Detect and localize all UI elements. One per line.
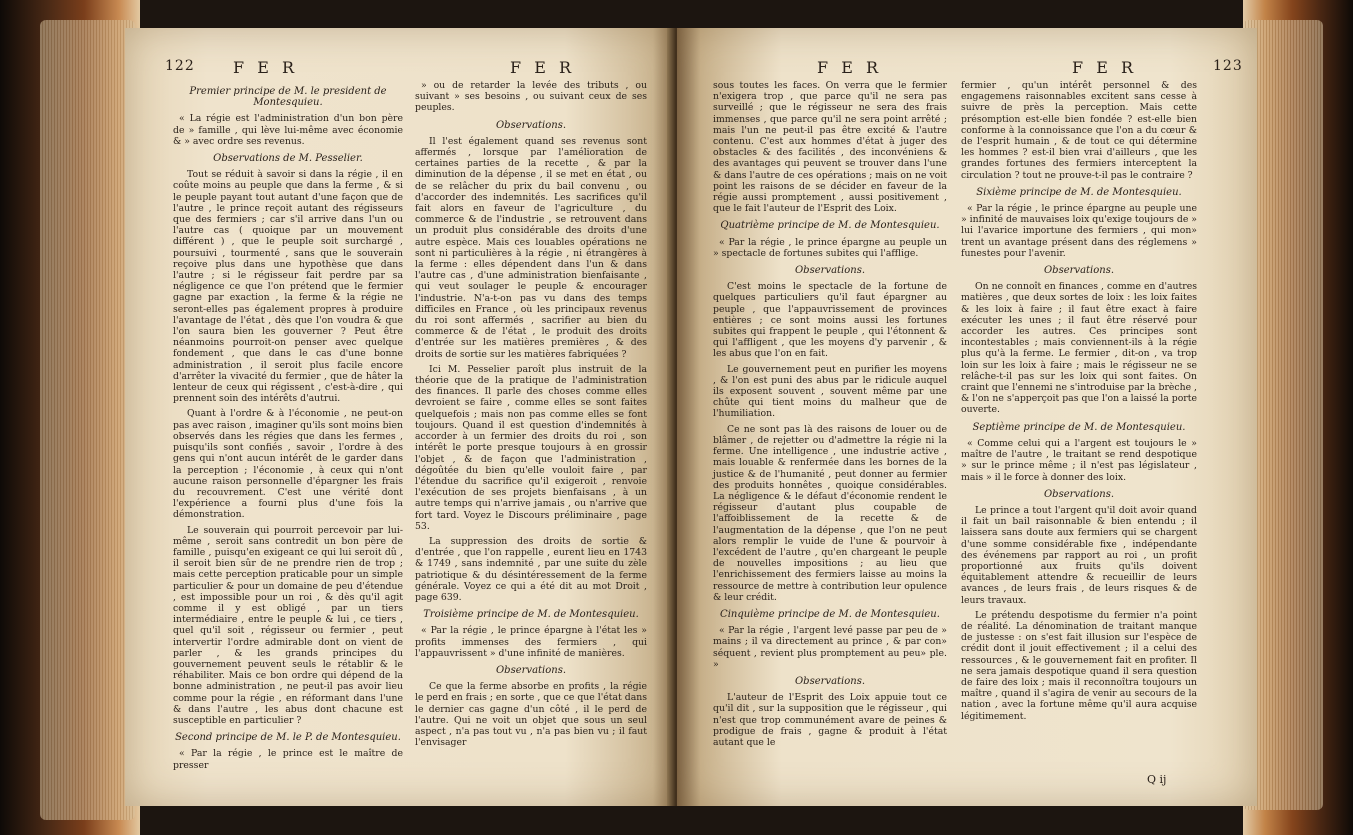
text-paragraph: On ne connoît en finances , comme en d'autres matières , que deux sortes de loix : les loix faites & les loix à faire ; il faut être exact à faire exécuter les unes ; il faut être réservé pour accorder les autres. Ces principes sont incontestables ; mais conviennent-ils à la régie plus qu'à la ferme. Le fermier , dit-on , va trop loin sur les loix à faire ; mais le régisseur ne se relâche-t-il pas sur les loix qui sont faites. On craint que l'ennemi ne s'introduise par la brèche , & l'on ne s'apperçoit pas que l'on a laissé la porte ouverte. (961, 281, 1198, 416)
right-running-head-a: F E R (817, 58, 882, 77)
text-paragraph: sous toutes les faces. On verra que le fermier n'exigera trop , que parce qu'il ne sera pas surveillé ; que le régisseur ne sera des frais immenses , que parce qu'il ne sera point arrêté ; mais l'un ne peut-il pas être excité & l'autre contenu. C'est aux hommes d'état à juger des obstacles & des facilités , des inconvéniens & des avantages qui peuvent se trouver dans l'une & dans l'autre de ces opérations ; mais on ne voit point les raisons de se décider en faveur de la régie aussi promptement , aussi positivement , que le fait l'auteur de l'Esprit des Loix. (713, 80, 947, 215)
section-heading: Quatrième principe de M. de Montesquieu. (720, 220, 940, 232)
section-heading: Sixième principe de M. de Montesquieu. (976, 186, 1182, 198)
text-paragraph: « Par la régie , l'argent levé passe par peu de » mains ; il va directement au prince , & par con» séquent , revient plus promptement au peu» ple. » (713, 625, 947, 670)
text-paragraph: L'auteur de l'Esprit des Loix appuie tout ce qu'il dit , sur la supposition que le régisseur , qui n'est que trop communément avare de peines & prodigue de frais , gagne & produit à l'état autant que le (713, 692, 947, 748)
text-paragraph: Tout se réduit à savoir si dans la régie , il en coûte moins au peuple que dans la ferme , & si le peuple payant tout autant d'une façon que de l'autre , le prince reçoit autant des régisseurs que des fermiers ; car s'il arrive dans l'un ou l'autre cas ( quoique par un mouvement différent ) , que le peuple soit surchargé , poursuivi , tourmenté , sans que le souverain reçoive plus dans une hypothèse que dans l'autre ; si le régisseur fait perdre par sa négligence ce que l'on prétend que le fermier gagne par exaction , la ferme & la régie ne seront-elles pas également propres à produire l'avantage de l'état , dès que l'on voudra & que l'on saura bien les gouverner ? Peut être néanmoins pourroit-on penser avec quelque fondement , que dans le cas d'une bonne administration , il seroit plus facile encore d'arrêter la vivacité du fermier , que de hâter la lenteur de ceux qui régissent , c'est-à-dire , qui prennent soin des intérêts d'autrui. (173, 169, 403, 405)
text-paragraph: Quant à l'ordre & à l'économie , ne peut-on pas avec raison , imaginer qu'ils sont moins bien observés dans les régies que dans les fermes , puisqu'ils sont confiés , savoir , l'ordre à des gens qui n'ont aucun intérêt de le garder dans la perception ; l'économie , à ceux qui n'ont aucune raison personnelle d'épargner les frais du recouvrement. C'est une vérité dont l'expérience a fourni plus d'une fois la démonstration. (173, 408, 403, 521)
text-paragraph: « La régie est l'administration d'un bon père de » famille , qui lève lui-même avec économie & » avec ordre ses revenus. (173, 113, 403, 147)
left-running-head-a: F E R (233, 58, 298, 77)
section-heading: Second principe de M. le P. de Montesquieu. (175, 732, 401, 744)
text-paragraph: « Par la régie , le prince épargne au peuple un » spectacle de fortunes subites qui l'afflige. (713, 236, 947, 259)
right-page (677, 28, 1257, 806)
right-column-1 (713, 80, 947, 752)
text-paragraph: Il l'est également quand ses revenus sont affermés , lorsque par l'amélioration de certaines parties de la recette , & par la diminution de la dépense , il se met en état , ou de se relâcher du prix du bail convenu , ou d'accorder des indemnités. Les sacrifices qu'il fait alors en faveur de l'agriculture , du commerce & de l'industrie , se retrouvent dans un produit plus considérable des droits d'une autre espèce. Mais ces louables opérations ne sont ni particulières à la régie , ni étrangères à la ferme : elles dépendent dans l'un & dans l'autre cas , d'une administration bienfaisante , qui veut soulager le peuple & encourager l'industrie. N'a-t-on pas vu dans des temps difficiles en France , où les principaux revenus du roi sont affermés , sacrifier au bien du commerce & de l'état , le produit des droits d'entrée sur les matières premières , & des droits de sortie sur les matières fabriquées ? (415, 135, 647, 360)
section-heading: Observations. (794, 675, 866, 687)
section-heading: Observations de M. Pesselier. (213, 153, 363, 165)
text-paragraph: Le souverain qui pourroit percevoir par lui-même , seroit sans contredit un bon père de famille , puisqu'en exigeant ce qui lui seroit dû , il seroit bien sûr de ne prendre rien de trop ; mais cette perception praticable pour un simple particulier & pour un domaine de peu d'étendue , est impossible pour un roi , & dès qu'il agit comme il y est obligé , par un tiers intermédiaire , entre le peuple & lui , ce tiers , quel qu'il soit , régisseur ou fermier , peut intervertir l'ordre admirable dont on vient de parler , & les grands principes du gouvernement peuvent seuls le rétablir & le réhabiliter. Mais ce bon ordre qui dépend de la bonne administration , ne peut-il pas avoir lieu comme pour la régie , en réformant dans l'une & dans l'autre , les abus dont chacune est susceptible en particulier ? (173, 524, 403, 726)
right-column-2 (961, 80, 1197, 726)
left-running-head-b: F E R (510, 58, 575, 77)
section-heading: Premier principe de M. le president de Montesquieu. (189, 86, 387, 109)
section-heading: Septième principe de M. de Montesquieu. (972, 421, 1186, 433)
right-running-head-b: F E R (1072, 58, 1137, 77)
text-paragraph: fermier , qu'un intérêt personnel & des engagemens raisonnables excitent sans cesse à suivre de près la perception. Mais cette présomption est-elle bien fondée ? est-elle bien conforme à la connoissance que l'on a du cœur & de l'esprit humain , & de tout ce qui détermine les hommes ? est-il bien vrai d'ailleurs , que les grandes fortunes des fermiers interceptent la circulation ? tout ne prouve-t-il pas le contraire ? (961, 80, 1197, 181)
text-paragraph: « Par la régie , le prince épargne à l'état les » profits immenses des fermiers , qui l'appauvrissent » d'une infinité de manières. (415, 625, 647, 659)
signature-mark: Q ij (1147, 773, 1167, 786)
text-paragraph: Le prétendu despotisme du fermier n'a point de réalité. La dénomination de traitant manque de justesse : on s'est fait illusion sur l'espèce de crédit dont il jouit effectivement ; il a celui des ressources , & le gouvernement fait en profiter. Il ne sera jamais despotique quand il sera question de faire des loix ; mais il reconnoîtra toujours un maître , quand il s'agira de venir au secours de la nation , avec la fortune même qu'il aura acquise légitimement. (961, 609, 1197, 722)
text-paragraph: « Par la régie , le prince épargne au peuple une » infinité de mauvaises loix qu'exige toujours de » lui l'avarice importune des fermiers , qui mon» trent un avantage présent dans des réglemens » funestes pour l'avenir. (961, 203, 1197, 259)
right-page-number: 123 (1213, 58, 1243, 74)
section-heading: Troisième principe de M. de Montesquieu. (423, 609, 639, 621)
text-paragraph: « Par la régie , le prince est le maître de presser (173, 748, 403, 771)
left-column-2 (415, 80, 647, 752)
text-paragraph: Le gouvernement peut en purifier les moyens , & l'on est puni des abus par le ridicule auquel ils exposent souvent , souvent même par une chûte qui tient moins du malheur que de l'humiliation. (713, 363, 947, 420)
text-paragraph: Ce ne sont pas là des raisons de louer ou de blâmer , de rejetter ou d'admettre la régie ni la ferme. Une intelligence , une industrie active , mais louable & renfermée dans les bornes de la justice & de l'humanité , peut donner au fermier des produits honnêtes , quoique considérables. La négligence & le défaut d'économie rendent le régisseur d'autant plus coupable de l'affoiblissement de la recette & de l'augmentation de la dépense , que l'on ne peut alors remplir le vuide de l'une & pourvoir à l'excédent de l'autre , qu'en chargeant le peuple de nouvelles impositions ; au lieu que l'enrichissement des fermiers laisse au moins la ressource de mettre à contribution leur opulence & leur crédit. (713, 423, 947, 603)
left-page (125, 28, 675, 806)
text-paragraph: Ce que la ferme absorbe en profits , la régie le perd en frais ; en sorte , que ce que l'état dans le dernier cas gagne d'un côté , il le perd de l'autre. Qui ne voit un objet que sous un seul aspect , n'a pas tout vu , n'a pas bien vu ; il faut l'envisager (415, 681, 647, 749)
section-heading: Observations. (495, 664, 567, 676)
text-paragraph: « Comme celui qui a l'argent est toujours le » maître de l'autre , le traitant se rend despotique » sur le prince même ; il n'est pas législateur , mais » il le force à donner des loix. (961, 437, 1197, 483)
text-paragraph: Ici M. Pesselier paroît plus instruit de la théorie que de la pratique de l'administration des finances. Il parle des choses comme elles devroient se faire , comme elles se sont faites quelquefois ; mais non pas comme elles se font toujours. Quand il est question d'indemnités à accorder à un fermier des droits du roi , son intérêt le porte presque toujours à en grossir l'objet , & de façon que l'administration , dégoûtée du bien qu'elle vouloit faire , par l'étendue du sacrifice qu'il exigeroit , renvoie l'exécution de ses projets bienfaisans , à un autre temps qui n'arrive jamais , ou n'arrive que fort tard. Voyez le Discours préliminaire , page 53. (415, 363, 647, 532)
section-heading: Observations. (495, 119, 567, 131)
section-heading: Observations. (1043, 488, 1115, 500)
section-heading: Observations. (1043, 265, 1115, 277)
text-paragraph: C'est moins le spectacle de la fortune de quelques particuliers qu'il faut épargner au peuple , que l'appauvrissement de provinces entières ; ce sont moins aussi les fortunes subites qui frappent le peuple , qui l'étonnent & qui l'affligent , que les moyens d'y parvenir , & les abus que l'on en fait. (713, 281, 947, 360)
section-heading: Cinquième principe de M. de Montesquieu. (720, 608, 940, 620)
section-heading: Observations. (794, 265, 866, 277)
text-paragraph: Le prince a tout l'argent qu'il doit avoir quand il fait un bail raisonnable & bien entendu ; il laissera sans doute aux fermiers qui se chargent d'une somme considérable fixe , indépendante des événemens par rapport au roi , un profit proportionné aux fruits qu'ils doivent équitablement attendre & recueillir de leurs avances , de leurs frais , de leurs risques & de leurs travaux. (961, 504, 1197, 606)
left-column-1 (173, 80, 403, 775)
left-page-edges (40, 20, 135, 820)
text-paragraph: La suppression des droits de sortie & d'entrée , que l'on rappelle , eurent lieu en 1743 & 1749 , sans indemnité , par une suite du zèle patriotique & du désintéressement de la ferme générale. Voyez ce qui a été dit au mot Droit , page 639. (415, 535, 647, 603)
text-paragraph: » ou de retarder la levée des tributs , ou suivant » ses besoins , ou suivant ceux de ses peuples. (415, 80, 647, 114)
left-page-number: 122 (165, 58, 195, 74)
